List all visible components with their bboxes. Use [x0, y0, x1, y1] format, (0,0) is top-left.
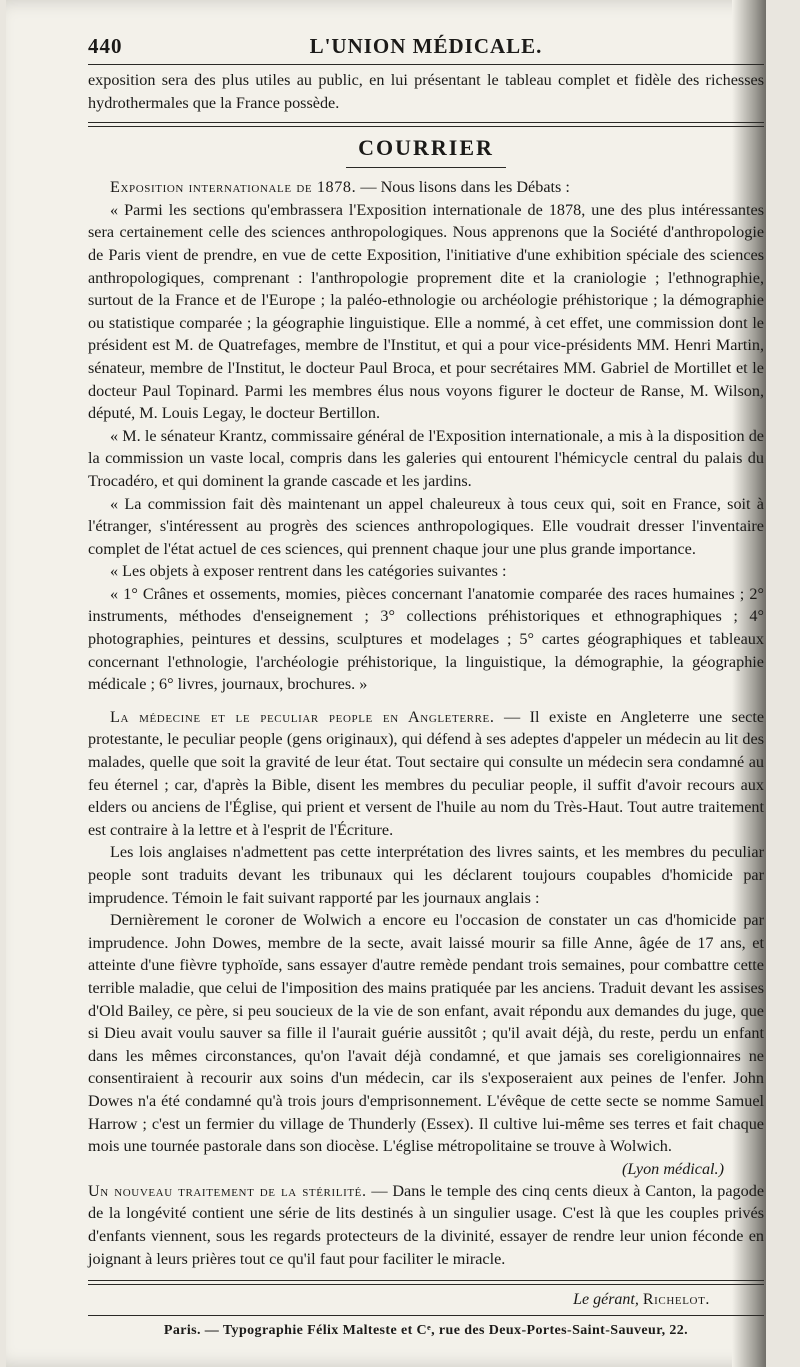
- section-title: COURRIER: [358, 135, 494, 161]
- article-paragraph: Dernièrement le coroner de Wolwich a encore eu l'occasion de constater un cas d'homicide par imprudence. John Dowes, membre de la secte, avait laissé mourir sa fille Anne, âgée de 17 ans, et atteinte d'une fièvre typhoïde, sans essayer d'autre remède pendant trois semaines, pour combattre cette terrible maladie, que celui de l'imposition des mains pratiquée par les anciens. Traduit devant les assises d'Old Bailey, ce père, si peu soucieux de la vie de son enfant, avait répondu aux demandes du juge, que si Dieu avait voulu sauver sa fille il l'aurait guérie aussitôt ; qu'il avait déjà, du reste, perdu un enfant dans les mêmes circonstances, qu'on l'avait déjà condamné, et que jamais ses coreligionnaires ne consentiraient à recourir aux soins d'un médecin, car ils s'exposeraient aux peines de l'enfer. John Dowes n'a été condamné qu'à trois jours d'emprisonnement. L'évêque de cette secte se nomme Samuel Harrow ; c'est un fermier du village de Thunderly (Essex). Il cultive lui-même ses terres et fait chaque mois une tournée pastorale dans son diocèse. L'église métropolitaine se trouve à Wolwich.: [88, 911, 764, 1156]
- page-content: [88, 34, 764, 1342]
- article-paragraph: [88, 706, 764, 842]
- journal-page: [6, 0, 766, 1367]
- manager-line: [88, 1289, 764, 1311]
- article-source: (Lyon médical.): [621, 1159, 724, 1178]
- article-heading: La médecine et le peculiar people en Angleterre.: [110, 707, 495, 726]
- article-paragraph: « Les objets à exposer rentrent dans les catégories suivantes :: [110, 562, 507, 581]
- section-title-rule: [346, 167, 506, 168]
- article-paragraph: « 1° Crânes et ossements, momies, pièces concernant l'anatomie comparée des races humaines ; 2° instruments, méthodes d'enseignement ; 3° collections préhistoriques et ethnographiques ; 4° photographies, peintures et dessins, sculptures et modelages ; 5° cartes géographiques et tableaux concernant l'ethnologie, l'archéologie préhistorique, la linguistique, la démographie, la géographie médicale ; 6° livres, journaux, brochures. »: [88, 584, 764, 694]
- article-intro: — Nous lisons dans les Débats :: [360, 178, 570, 197]
- continued-paragraph: exposition sera des plus utiles au public, en lui présentant le tableau complet et fidèle des richesses hydrothermales que la France possède.: [88, 71, 764, 112]
- article-paragraph: « La commission fait dès maintenant un appel chaleureux à tous ceux qui, soit en France, soit à l'étranger, s'intéressent au progrès des sciences anthropologiques. Elle voudrait dresser l'inventaire complet de l'état actuel de ces sciences, qui prennent chaque jour une plus grande importance.: [88, 494, 764, 558]
- printer-imprint: Paris. — Typographie Félix Malteste et Cᵉ, rue des Deux-Portes-Saint-Sauveur, 22.: [163, 1323, 689, 1339]
- manager-role: Le gérant,: [573, 1291, 639, 1309]
- article-paragraph: [88, 1180, 764, 1270]
- article-intro: — Dans le temple des cinq cents dieux à Canton, la pagode de la longévité contient une série de lits destinés à un singulier usage. C'est là que les couples privés d'enfants viennent, sous les regards protecteurs de la divinité, essayer de rendre leur union féconde en joignant à leurs prières tout ce qu'il faut pour faciliter le miracle.: [88, 1181, 764, 1268]
- article-paragraph: [88, 176, 764, 199]
- page-number: 440: [88, 34, 123, 58]
- article-paragraph: « Parmi les sections qu'embrassera l'Exposition internationale de 1878, une des plus intéressantes sera certainement celle des sciences anthropologiques. Nous apprenons que la Société d'anthropologie de Paris vient de prendre, en vue de cette Exposition, l'initiative d'une exhibition spéciale des sciences anthropologiques, comprenant : l'anthropologie proprement dite et la craniologie ; l'ethnographie, surtout de la France et de l'Europe ; la paléo-ethnologie ou archéologie préhistorique ; la démographie ou statistique comparée ; la géographie linguistique. Elle a nommé, à cet effet, une commission dont le président est M. de Quatrefages, membre de l'Institut, et qui a pour vice-présidents MM. Henri Martin, sénateur, membre de l'Institut, le docteur Paul Broca, et pour secrétaires MM. Gabriel de Mortillet et le docteur Paul Topinard. Parmi les membres élus nous voyons figurer le docteur de Ranse, M. Wilson, député, M. Louis Legay, le docteur Bertillon.: [88, 200, 764, 423]
- article-intro: — Il existe en Angleterre une secte protestante, le peculiar people (gens originaux), qui défend à ses adeptes d'appeler un médecin au lit des malades, quelle que soit la gravité de leur état. Tout sectaire qui consulte un médecin sera condamné au feu éternel ; car, d'après la Bible, disent les membres du peculiar people, il suffit d'avoir recours aux elders ou anciens de l'Église, qui prient et versent de l'huile au nom du Très-Haut. Tout autre traitement est contraire à la lettre et à l'esprit de l'Écriture.: [88, 707, 764, 839]
- article-paragraph: Les lois anglaises n'admettent pas cette interprétation des livres saints, et les membres du peculiar people sont traduits devant les tribunaux qui les déclarent toujours coupables d'homicide par imprudence. Témoin le fait suivant rapporté par les journaux anglais :: [88, 843, 764, 907]
- manager-name: Richelot.: [642, 1291, 710, 1309]
- article-heading: Exposition internationale de 1878.: [110, 178, 357, 197]
- article-paragraph: « M. le sénateur Krantz, commissaire général de l'Exposition internationale, a mis à la disposition de la commission un vaste local, compris dans les galeries qui entourent l'hémicycle central du palais du Trocadéro, et qui dominent la grande cascade et les jardins.: [88, 426, 764, 490]
- article-heading: Un nouveau traitement de la stérilité.: [88, 1181, 367, 1200]
- running-head: [88, 34, 764, 64]
- journal-title: L'UNION MÉDICALE.: [309, 34, 543, 58]
